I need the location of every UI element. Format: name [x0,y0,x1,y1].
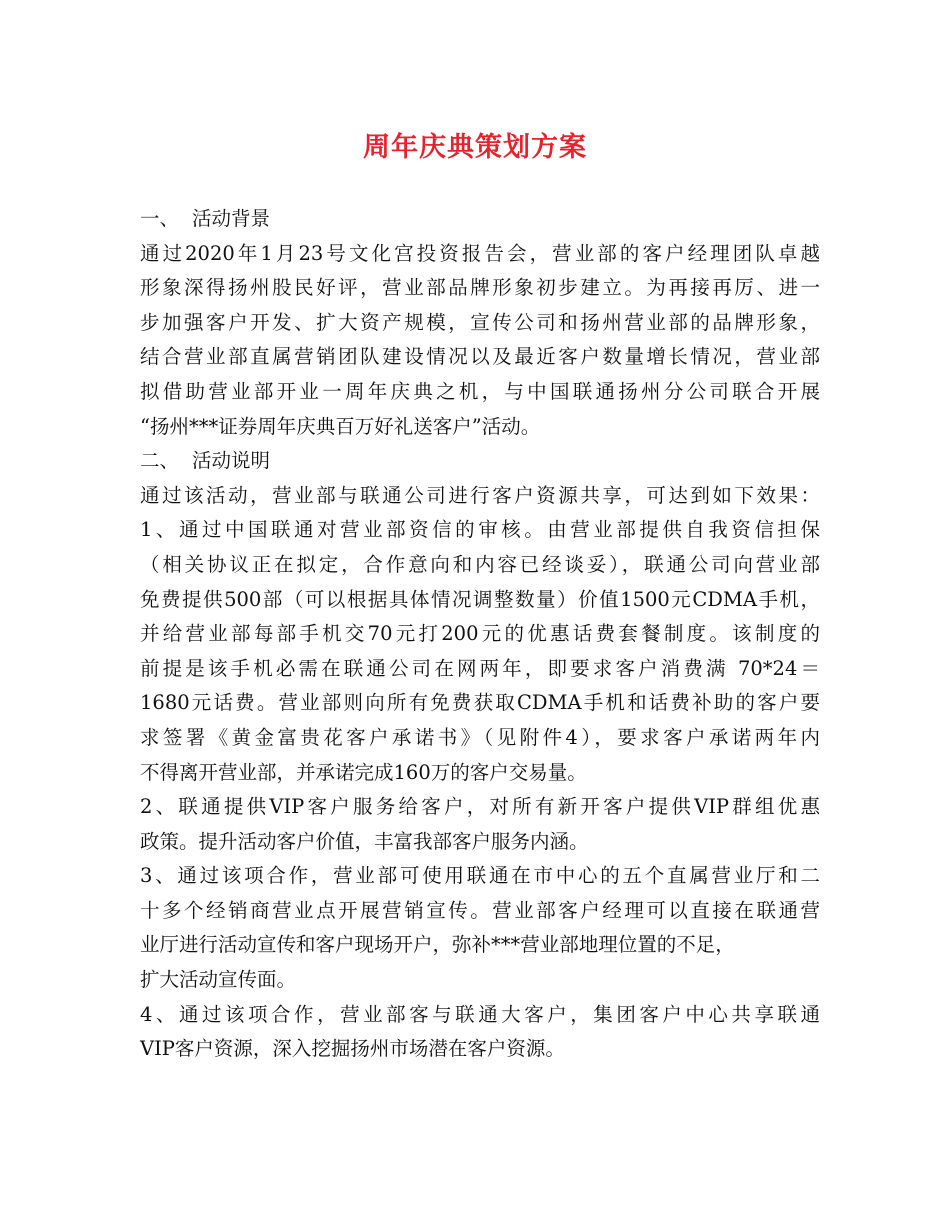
paragraph-line: 1、通过中国联通对营业部资信的审核。由营业部提供自我资信担保 [140,518,820,542]
paragraph-line: 十多个经销商营业点开展营销宣传。营业部客户经理可以直接在联通营 [140,898,820,922]
document-body [140,202,820,1067]
paragraph-line: 免费提供500部（可以根据具体情况调整数量）价值1500元CDMA手机， [140,587,820,611]
section-heading-background [140,202,820,237]
paragraph-line: 形象深得扬州股民好评，营业部品牌形象初步建立。为再接再厉、进一 [140,276,820,300]
paragraph-line: （相关协议正在拟定，合作意向和内容已经谈妥），联通公司向营业部 [140,552,820,576]
section-title: 活动背景 [192,207,271,230]
section-heading-description [140,444,820,479]
paragraph-line: 4、通过该项合作，营业部客与联通大客户，集团客户中心共享联通 [140,1002,820,1026]
paragraph-line: 政策。提升活动客户价值，丰富我部客户服务内涵。 [140,829,589,853]
paragraph-line: 1680元话费。营业部则向所有免费获取CDMA手机和话费补助的客户要 [140,691,820,715]
paragraph-line: 步加强客户开发、扩大资产规模，宣传公司和扬州营业部的品牌形象， [140,310,820,334]
paragraph-line: 通过该活动，营业部与联通公司进行客户资源共享，可达到如下效果： [140,483,820,507]
paragraph-line: 并给营业部每部手机交70元打200元的优惠话费套餐制度。该制度的 [140,622,820,646]
paragraph-line: 求签署《黄金富贵花客户承诺书》（见附件4），要求客户承诺两年内 [140,725,820,749]
paragraph-line: 扩大活动宣传面。 [140,968,297,992]
paragraph-line: 通过2020年1月23号文化宫投资报告会，营业部的客户经理团队卓越 [140,241,820,265]
section-number: 一、 [140,207,180,230]
document-title: 周年庆典策划方案 [363,132,587,163]
paragraph-line: “扬州***证券周年庆典百万好礼送客户”活动。 [140,414,541,438]
paragraph-line: 2、联通提供VIP客户服务给客户，对所有新开客户提供VIP群组优惠 [140,795,820,819]
section-number: 二、 [140,449,180,473]
paragraph-line: 业厅进行活动宣传和客户现场开户，弥补***营业部地理位置的不足， [140,933,735,957]
paragraph-line: 结合营业部直属营销团队建设情况以及最近客户数量增长情况，营业部 [140,345,820,369]
paragraph-line: 不得离开营业部，并承诺完成160万的客户交易量。 [140,760,587,784]
paragraph-line: VIP客户资源，深入挖掘扬州市场潜在客户资源。 [140,1037,565,1061]
paragraph-line: 3、通过该项合作，营业部可使用联通在市中心的五个直属营业厅和二 [140,864,820,888]
paragraph-line: 前提是该手机必需在联通公司在网两年，即要求客户消费满 70*24＝ [140,656,820,680]
paragraph-line: 拟借助营业部开业一周年庆典之机，与中国联通扬州分公司联合开展 [140,379,820,403]
section-title: 活动说明 [192,449,271,473]
